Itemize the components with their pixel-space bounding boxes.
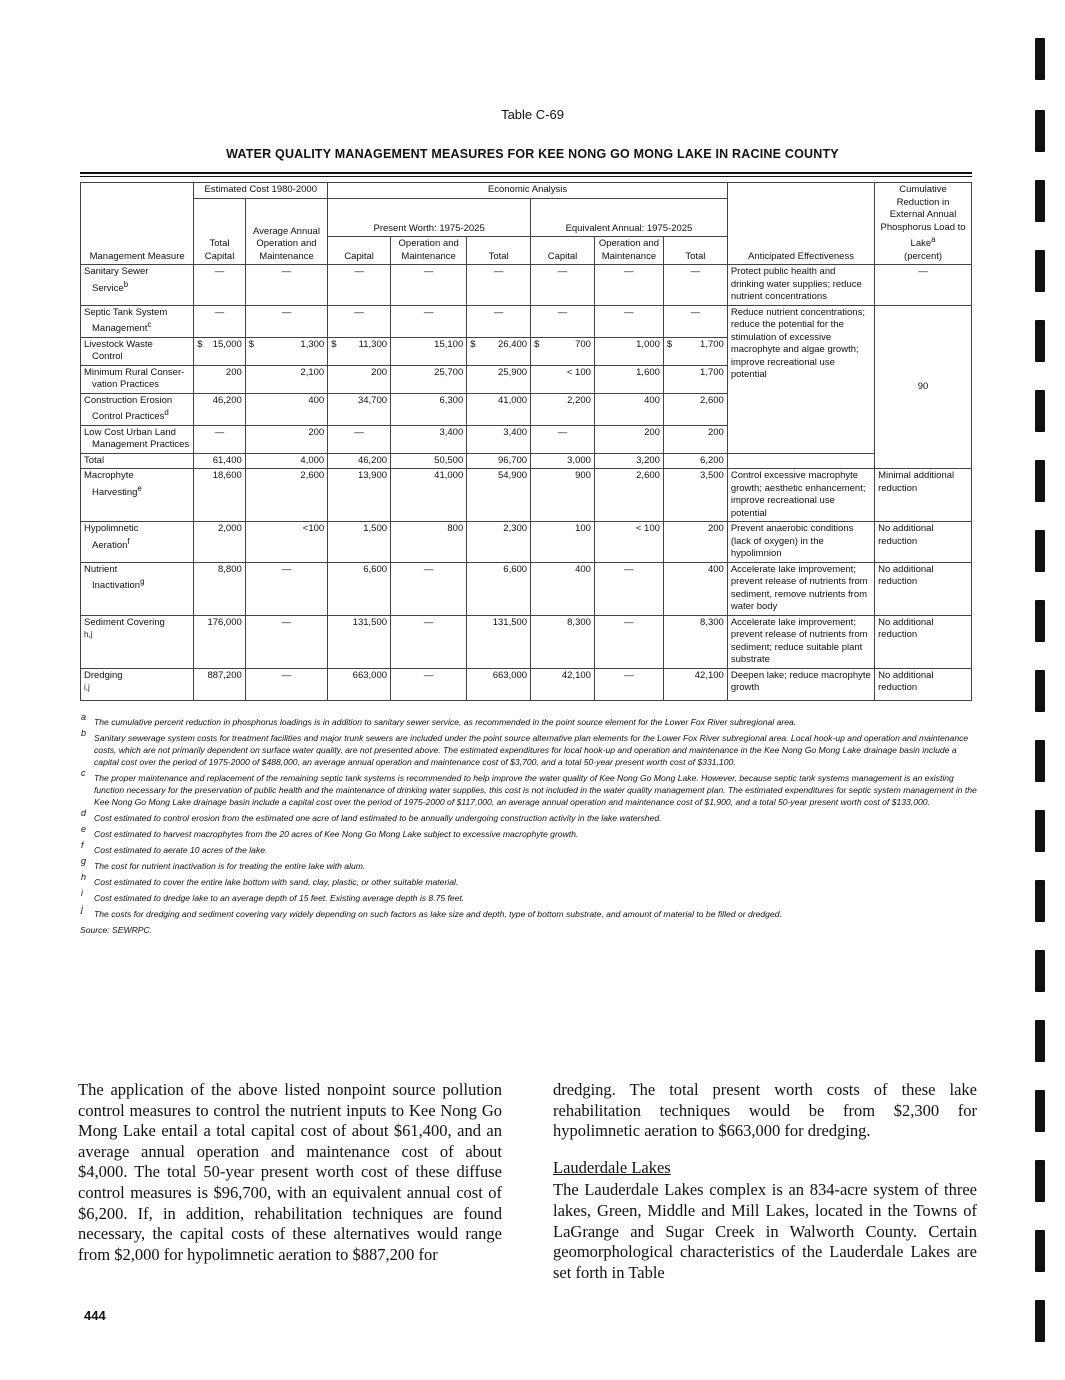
cell-effectiveness <box>727 453 874 469</box>
cell-tc: 2,000 <box>194 522 245 563</box>
footnote-text: Cost estimated to cover the entire lake bottom with sand, clay, plastic, or other suitable material. <box>94 877 459 887</box>
cell-om: $ 1,300 <box>245 337 327 365</box>
cell-om: — <box>245 562 327 615</box>
cell-tc: 61,400 <box>194 453 245 469</box>
footnote-key: h <box>81 872 87 882</box>
cell-measure: Total <box>81 453 194 469</box>
body-paragraph: The application of the above listed nonpoint source pollution control measures to control the nutrient inputs to Kee Nong Go Mong Lake entail a total capital cost of about $61,400, and an average annual operation and maintenance cost of about $4,000. The total 50-year present worth cost of these diffuse control measures is $96,700, with an equivalent annual cost of $6,200. If, in addition, rehabilitation techniques are found necessary, the capital costs of these alternatives would range from $2,000 for hypolimnetic aeration to $887,200 for <box>78 1080 502 1264</box>
margin-mark <box>1035 1300 1045 1342</box>
table-label: Table C-69 <box>501 107 564 122</box>
cell-pom: — <box>391 305 467 337</box>
footnote <box>80 768 980 808</box>
footnote-text: The cost for nutrient inactivation is for treating the entire lake with alum. <box>94 861 366 871</box>
cell-et: — <box>663 265 727 306</box>
header-cumulative-reduction: Cumulative Reduction in External Annual Phosphorus Load to Lake$^a$ (percent) <box>875 183 972 265</box>
footnote-key: a <box>81 712 87 722</box>
footnote-key: f <box>81 840 84 850</box>
margin-mark <box>1035 460 1045 502</box>
body-column-right <box>553 1080 977 1299</box>
footnote-text: Cost estimated to control erosion from the estimated one acre of land estimated to be annually undergoing construction activity in the lake watershed. <box>94 813 662 823</box>
title-rule-thin <box>80 176 972 177</box>
footnote-text: Cost estimated to harvest macrophytes from the 20 acres of Kee Nong Go Mong Lake subject to excessive macrophyte growth. <box>94 829 579 839</box>
cell-cumulative: — <box>875 265 972 306</box>
header-pw-om: Operation and Maintenance <box>391 237 467 265</box>
cell-eom: — <box>594 668 663 700</box>
footnote-key: c <box>81 768 86 778</box>
footnote <box>80 824 980 840</box>
cell-pc: 200 <box>328 365 391 393</box>
cell-pc: — <box>328 305 391 337</box>
cell-pt: 131,500 <box>467 615 531 668</box>
cell-om: 2,600 <box>245 469 327 522</box>
cell-pc: 34,700 <box>328 393 391 425</box>
cell-measure: Hypolimnetic Aeration$^f$ <box>81 522 194 563</box>
cell-eom: 200 <box>594 425 663 453</box>
cell-om: <100 <box>245 522 327 563</box>
cell-et: 3,500 <box>663 469 727 522</box>
cell-ec: 900 <box>531 469 595 522</box>
body-paragraph: The Lauderdale Lakes complex is an 834-acre system of three lakes, Green, Middle and Mill Lakes, located in the Towns of LaGrange and Sugar Creek in Walworth County. Certain geomorphological characteristics of the Lauderdale Lakes are set forth in Table <box>553 1180 977 1282</box>
cell-tc: — <box>194 265 245 306</box>
cell-pom: 50,500 <box>391 453 467 469</box>
cell-pt: 25,900 <box>467 365 531 393</box>
cell-pt: 41,000 <box>467 393 531 425</box>
table-row <box>81 265 972 306</box>
cell-pom: 3,400 <box>391 425 467 453</box>
cell-effectiveness: Protect public health and drinking water supplies; reduce nutrient concentrations <box>727 265 874 306</box>
cell-eom: < 100 <box>594 522 663 563</box>
footnote-text: The costs for dredging and sediment covering vary widely depending on such factors as lake size and depth, type of bottom substrate, and amount of material to be filled or dredged. <box>94 909 782 919</box>
cell-ec: < 100 <box>531 365 595 393</box>
cell-eom: 1,000 <box>594 337 663 365</box>
cell-pt: $ 26,400 <box>467 337 531 365</box>
cell-ec: 400 <box>531 562 595 615</box>
cell-ec: 2,200 <box>531 393 595 425</box>
footnote-text: Cost estimated to aerate 10 acres of the lake. <box>94 845 268 855</box>
header-ea-capital: Capital <box>531 237 595 265</box>
margin-mark <box>1035 530 1045 572</box>
header-avg-annual-om: Average Annual Operation and Maintenance <box>245 198 327 265</box>
cell-om: — <box>245 265 327 306</box>
cell-measure: Construction Erosion Control Practices$^d$ <box>81 393 194 425</box>
cell-eom: 3,200 <box>594 453 663 469</box>
source-note: Source: SEWRPC. <box>80 925 153 935</box>
footnote-key: g <box>81 856 87 866</box>
cell-cumulative: No additional reduction <box>875 562 972 615</box>
footnote <box>80 856 980 872</box>
footnote-text: Cost estimated to dredge lake to an average depth of 15 feet. Existing average depth is 8.75 feet. <box>94 893 465 903</box>
cell-tc: 176,000 <box>194 615 245 668</box>
footnote-key: b <box>81 728 87 738</box>
footnote <box>80 888 980 904</box>
cell-tc: 8,800 <box>194 562 245 615</box>
cell-eom: — <box>594 615 663 668</box>
footnote <box>80 904 980 920</box>
footnote-key: i <box>81 888 83 898</box>
cell-pt: 2,300 <box>467 522 531 563</box>
table-row <box>81 522 972 563</box>
margin-mark <box>1035 1020 1045 1062</box>
cell-ec: 42,100 <box>531 668 595 700</box>
table-row <box>81 453 972 469</box>
cell-eom: 400 <box>594 393 663 425</box>
cell-pc: — <box>328 425 391 453</box>
footnote-key: e <box>81 824 87 834</box>
body-column-left <box>78 1080 502 1281</box>
footnote <box>80 840 980 856</box>
margin-mark <box>1035 1160 1045 1202</box>
cell-measure: Sanitary Sewer Service$^b$ <box>81 265 194 306</box>
cell-pc: 6,600 <box>328 562 391 615</box>
cell-et: 6,200 <box>663 453 727 469</box>
cell-tc: 200 <box>194 365 245 393</box>
cell-measure: Septic Tank System Management$^c$ <box>81 305 194 337</box>
footnote-list <box>80 712 980 920</box>
cell-pom: 6,300 <box>391 393 467 425</box>
cell-effectiveness: Prevent anaerobic conditions (lack of oxygen) in the hypolimnion <box>727 522 874 563</box>
table-body <box>81 265 972 701</box>
cell-pt: — <box>467 265 531 306</box>
margin-mark <box>1035 670 1045 712</box>
margin-mark <box>1035 180 1045 222</box>
body-paragraph: dredging. The total present worth costs of these lake rehabilitation techniques would be from $2,300 for hypolimnetic aeration to $663,000 for dredging. <box>553 1080 977 1141</box>
cell-et: 200 <box>663 425 727 453</box>
cell-pom: 41,000 <box>391 469 467 522</box>
header-present-worth: Present Worth: 1975-2025 <box>328 198 531 237</box>
cell-cumulative: Minimal additional reduction <box>875 469 972 522</box>
footnote-key: d <box>81 808 87 818</box>
section-subheading: Lauderdale Lakes <box>553 1157 671 1177</box>
margin-mark <box>1035 1090 1045 1132</box>
cell-effectiveness: Control excessive macrophyte growth; aesthetic enhancement; improve recreational use potential <box>727 469 874 522</box>
margin-mark <box>1035 740 1045 782</box>
cell-measure: Macrophyte Harvesting$^e$ <box>81 469 194 522</box>
table-title: WATER QUALITY MANAGEMENT MEASURES FOR KEE NONG GO MONG LAKE IN RACINE COUNTY <box>226 147 839 161</box>
cell-om: 200 <box>245 425 327 453</box>
cell-eom: 1,600 <box>594 365 663 393</box>
cell-pt: 6,600 <box>467 562 531 615</box>
cell-pom: — <box>391 562 467 615</box>
cell-pc: 663,000 <box>328 668 391 700</box>
cell-eom: — <box>594 265 663 306</box>
cell-et: 8,300 <box>663 615 727 668</box>
cell-ec: — <box>531 425 595 453</box>
footnote-text: The proper maintenance and replacement of the remaining septic tank systems is recommended to help improve the water quality of Kee Nong Go Mong Lake. However, because septic tank systems management is an existing function necessary for the preservation of public health and the maintenance of drinking water supplies, this cost is not included in the water quality management plan. The estimated expenditures for septic system management in the Kee Nong Go Mong Lake drainage basin include a capital cost over the period of 1975-2000 of $117,000, an average annual operation and maintenance cost of $1,900, and a total 50-year present worth cost of $133,000. <box>94 773 977 807</box>
cell-et: 400 <box>663 562 727 615</box>
cell-measure: Dredging $^{i,j}$ <box>81 668 194 700</box>
cell-eom: 2,600 <box>594 469 663 522</box>
cell-pom: 15,100 <box>391 337 467 365</box>
cell-pt: — <box>467 305 531 337</box>
cell-eom: — <box>594 562 663 615</box>
cell-ec: — <box>531 305 595 337</box>
cell-measure: Sediment Covering $^{h,j}$ <box>81 615 194 668</box>
margin-mark <box>1035 250 1045 292</box>
margin-mark <box>1035 320 1045 362</box>
title-rule <box>80 172 972 174</box>
margin-mark <box>1035 390 1045 432</box>
cell-tc: — <box>194 305 245 337</box>
margin-mark <box>1035 810 1045 852</box>
cell-pt: 663,000 <box>467 668 531 700</box>
cell-cumulative: No additional reduction <box>875 615 972 668</box>
cell-group-effectiveness: Reduce nutrient concentrations; reduce the potential for the stimulation of excessive macrophyte and algae growth; improve recreational use potential <box>727 305 874 453</box>
cell-group-cumulative: 90 <box>875 305 972 469</box>
margin-mark <box>1035 1230 1045 1272</box>
footnotes <box>80 712 980 936</box>
table-row <box>81 305 972 337</box>
footnote-text: Sanitary sewerage system costs for treatment facilities and major trunk sewers are included under the point source alternative plan elements for the Lower Fox River subregional area. Local hook-up and operation and maintenance costs, which are not primarily dependent on surface water quality, are not presented above. The estimated expenditures for local hook-up and operation and maintenance in the Kee Nong Go Mong Lake drainage basin include a capital cost over the period of 1975-2000 of $488,000, an average annual operation and maintenance cost of $3,700, and a total 50-year present worth cost of $331,100. <box>94 733 969 767</box>
cell-pt: 3,400 <box>467 425 531 453</box>
header-ea-om: Operation and Maintenance <box>594 237 663 265</box>
header-estimated-cost: Estimated Cost 1980-2000 <box>194 183 328 199</box>
cell-cumulative: No additional reduction <box>875 522 972 563</box>
cell-measure: Livestock Waste Control <box>81 337 194 365</box>
margin-mark <box>1035 600 1045 642</box>
cell-pom: — <box>391 615 467 668</box>
header-pw-capital: Capital <box>328 237 391 265</box>
cell-ec: 8,300 <box>531 615 595 668</box>
cell-et: 2,600 <box>663 393 727 425</box>
footnote <box>80 872 980 888</box>
cell-pc: — <box>328 265 391 306</box>
cell-pc: 46,200 <box>328 453 391 469</box>
footnote-text: The cumulative percent reduction in phosphorus loadings is in addition to sanitary sewer service, as recommended in the point source element for the Lower Fox River subregional area. <box>94 717 797 727</box>
cell-om: 400 <box>245 393 327 425</box>
table-row <box>81 469 972 522</box>
cell-pt: 96,700 <box>467 453 531 469</box>
footnote <box>80 728 980 768</box>
cell-ec: 3,000 <box>531 453 595 469</box>
table-row <box>81 615 972 668</box>
cell-effectiveness: Accelerate lake improvement; prevent release of nutrients from sediment, remove nutrients from water body <box>727 562 874 615</box>
cell-effectiveness: Accelerate lake improvement; prevent release of nutrients from sediment; reduce suitable plant substrate <box>727 615 874 668</box>
cell-et: 42,100 <box>663 668 727 700</box>
cell-measure: Nutrient Inactivation$^g$ <box>81 562 194 615</box>
header-pw-total: Total <box>467 237 531 265</box>
footnote <box>80 712 980 728</box>
cell-effectiveness: Deepen lake; reduce macrophyte growth <box>727 668 874 700</box>
cell-et: $ 1,700 <box>663 337 727 365</box>
margin-mark <box>1035 950 1045 992</box>
cell-pc: 13,900 <box>328 469 391 522</box>
cell-cumulative: No additional reduction <box>875 668 972 700</box>
cell-pom: — <box>391 265 467 306</box>
table-row <box>81 562 972 615</box>
margin-mark <box>1035 38 1045 80</box>
header-management-measure: Management Measure <box>81 183 194 265</box>
cell-tc: 18,600 <box>194 469 245 522</box>
cell-om: 4,000 <box>245 453 327 469</box>
cell-pc: $ 11,300 <box>328 337 391 365</box>
cell-pc: 1,500 <box>328 522 391 563</box>
cell-om: — <box>245 668 327 700</box>
cell-tc: 46,200 <box>194 393 245 425</box>
cell-om: 2,100 <box>245 365 327 393</box>
cell-et: 1,700 <box>663 365 727 393</box>
cell-tc: $ 15,000 <box>194 337 245 365</box>
cell-pt: 54,900 <box>467 469 531 522</box>
cell-om: — <box>245 615 327 668</box>
cell-tc: 887,200 <box>194 668 245 700</box>
cell-om: — <box>245 305 327 337</box>
measures-table <box>80 182 972 701</box>
footnote <box>80 808 980 824</box>
cell-ec: 100 <box>531 522 595 563</box>
cell-et: — <box>663 305 727 337</box>
cell-measure: Low Cost Urban Land Management Practices <box>81 425 194 453</box>
cell-eom: — <box>594 305 663 337</box>
cell-pom: 800 <box>391 522 467 563</box>
cell-et: 200 <box>663 522 727 563</box>
cell-pom: 25,700 <box>391 365 467 393</box>
header-equivalent-annual: Equivalent Annual: 1975-2025 <box>531 198 728 237</box>
header-economic-analysis: Economic Analysis <box>328 183 728 199</box>
cell-pc: 131,500 <box>328 615 391 668</box>
header-anticipated-effectiveness: Anticipated Effectiveness <box>727 183 874 265</box>
cell-measure: Minimum Rural Conser- vation Practices <box>81 365 194 393</box>
cell-tc: — <box>194 425 245 453</box>
cell-pom: — <box>391 668 467 700</box>
header-total-capital: Total Capital <box>194 198 245 265</box>
footnote-key: j <box>81 904 83 914</box>
cell-ec: — <box>531 265 595 306</box>
cell-ec: $ 700 <box>531 337 595 365</box>
header-ea-total: Total <box>663 237 727 265</box>
table-row <box>81 668 972 700</box>
margin-mark <box>1035 880 1045 922</box>
page-number: 444 <box>84 1308 106 1323</box>
